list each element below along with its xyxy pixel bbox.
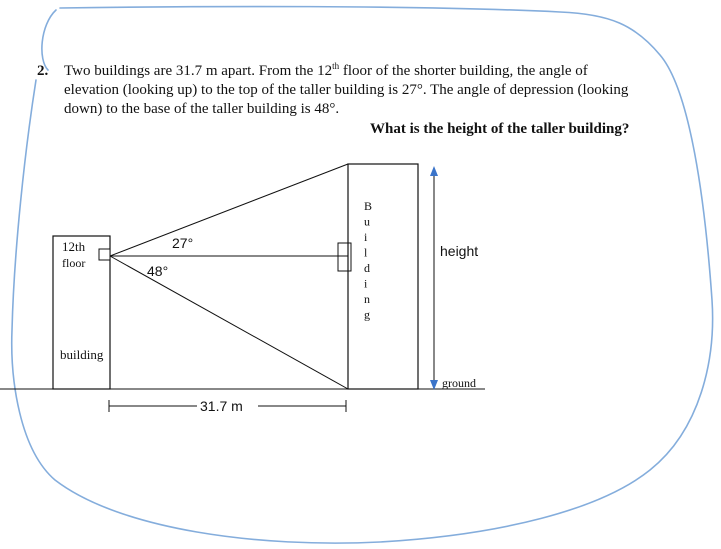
tall-building-letter: g [364, 307, 370, 322]
angle-elevation-label: 27° [172, 235, 194, 251]
problem-line-1: Two buildings are 31.7 m apart. From the 12th floor of the shorter building, the angle of [64, 61, 588, 79]
elevation-line [110, 164, 348, 256]
problem-line-3: down) to the base of the taller building is 48°. [64, 101, 340, 117]
distance-label: 31.7 m [200, 398, 243, 414]
observer-window [99, 249, 110, 260]
problem-line-2: elevation (looking up) to the top of the taller building is 27°. The angle of depression (looking [64, 82, 629, 98]
tall-building-letter: u [364, 214, 370, 229]
short-building-label: building [60, 347, 104, 362]
question-text: What is the height of the taller building? [370, 121, 630, 137]
depression-line [110, 256, 348, 389]
tall-building-letter: i [364, 230, 368, 244]
tall-building-window [338, 243, 351, 271]
tall-building-letter: n [364, 292, 370, 306]
tall-building-letter: l [364, 245, 368, 260]
tall-building [348, 164, 418, 389]
problem-number: 2. [37, 63, 49, 79]
floor-label-2: floor [62, 256, 86, 270]
height-label: height [440, 243, 479, 259]
tall-building-letters [364, 199, 372, 322]
tall-building-letter: B [364, 199, 373, 213]
ground-label: ground [442, 376, 476, 390]
tall-building-letter: d [364, 261, 370, 275]
angle-depression-label: 48° [147, 263, 169, 279]
floor-label-1: 12th [62, 239, 86, 254]
tall-building-letter: i [364, 276, 368, 291]
arrow-up-icon [430, 166, 438, 176]
